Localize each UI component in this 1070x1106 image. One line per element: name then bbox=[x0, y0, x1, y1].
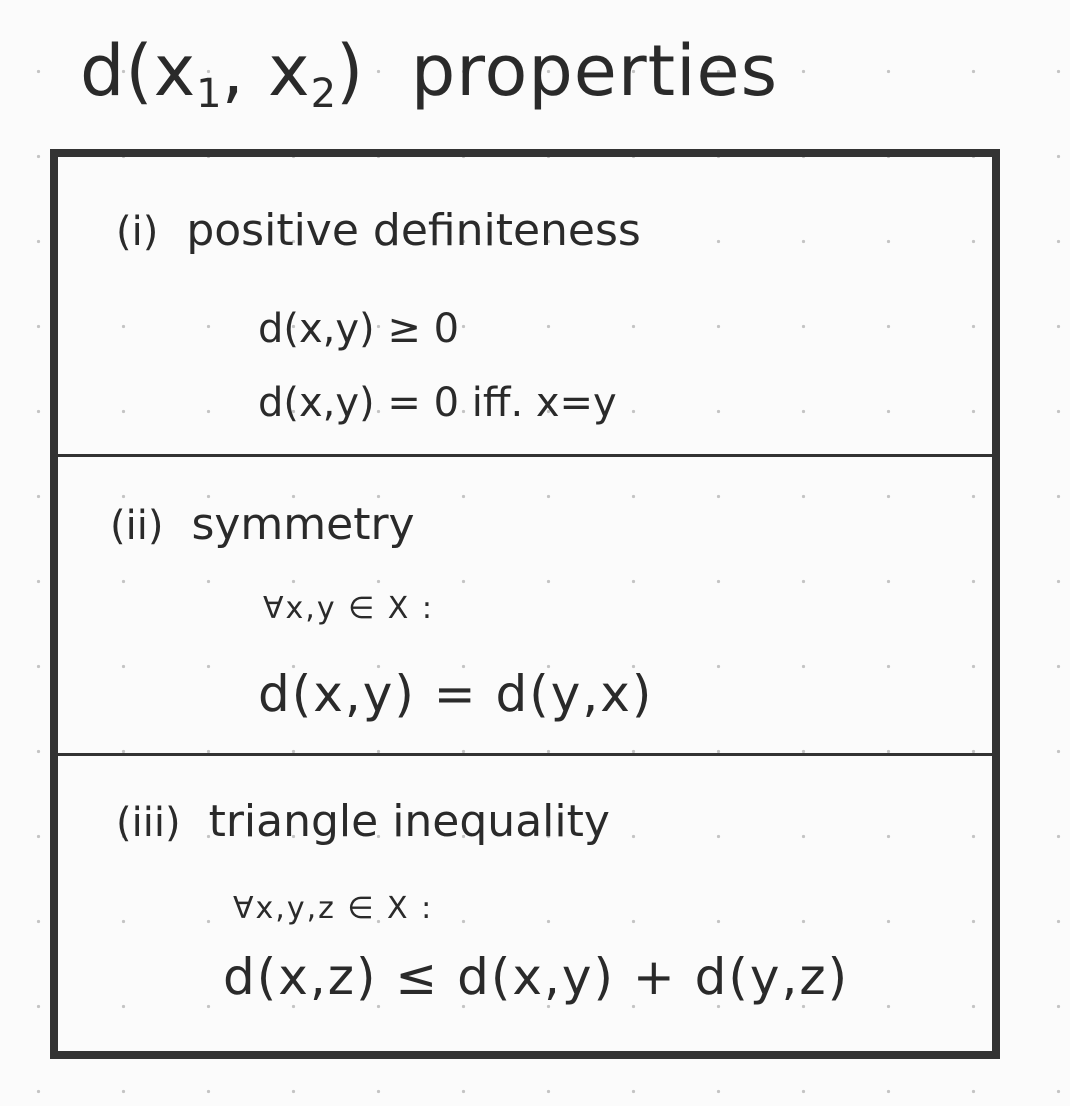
section-title: triangle inequality bbox=[208, 796, 610, 847]
section-triangle-inequality bbox=[58, 756, 992, 1051]
section-title: positive definiteness bbox=[186, 205, 641, 256]
formula-quantifier: ∀x,y,z ∈ X : bbox=[233, 891, 434, 926]
title-subscript-1: 1 bbox=[196, 71, 222, 117]
formula-quantifier: ∀x,y ∈ X : bbox=[263, 591, 434, 626]
title-function: d(x bbox=[80, 30, 197, 112]
formula-identity: d(x,y) = 0 iff. x=y bbox=[258, 380, 617, 426]
section-heading bbox=[110, 499, 415, 550]
section-number: (iii) bbox=[116, 800, 181, 846]
section-number: (ii) bbox=[110, 503, 164, 549]
title-close-paren: ) bbox=[336, 30, 365, 112]
formula-triangle-inequality: d(x,z) ≤ d(x,y) + d(y,z) bbox=[223, 948, 850, 1006]
title-subscript-2: 2 bbox=[310, 71, 337, 117]
formula-nonnegativity: d(x,y) ≥ 0 bbox=[258, 306, 460, 352]
page-title bbox=[80, 30, 779, 117]
section-symmetry bbox=[58, 457, 992, 756]
formula-symmetry: d(x,y) = d(y,x) bbox=[258, 665, 654, 723]
section-title: symmetry bbox=[191, 499, 415, 550]
section-number: (i) bbox=[116, 209, 159, 255]
properties-box bbox=[50, 149, 1000, 1059]
title-word: properties bbox=[410, 30, 779, 112]
section-positive-definiteness bbox=[58, 157, 992, 457]
section-heading bbox=[116, 796, 610, 847]
section-heading bbox=[116, 205, 641, 256]
title-separator: , x bbox=[221, 30, 311, 112]
